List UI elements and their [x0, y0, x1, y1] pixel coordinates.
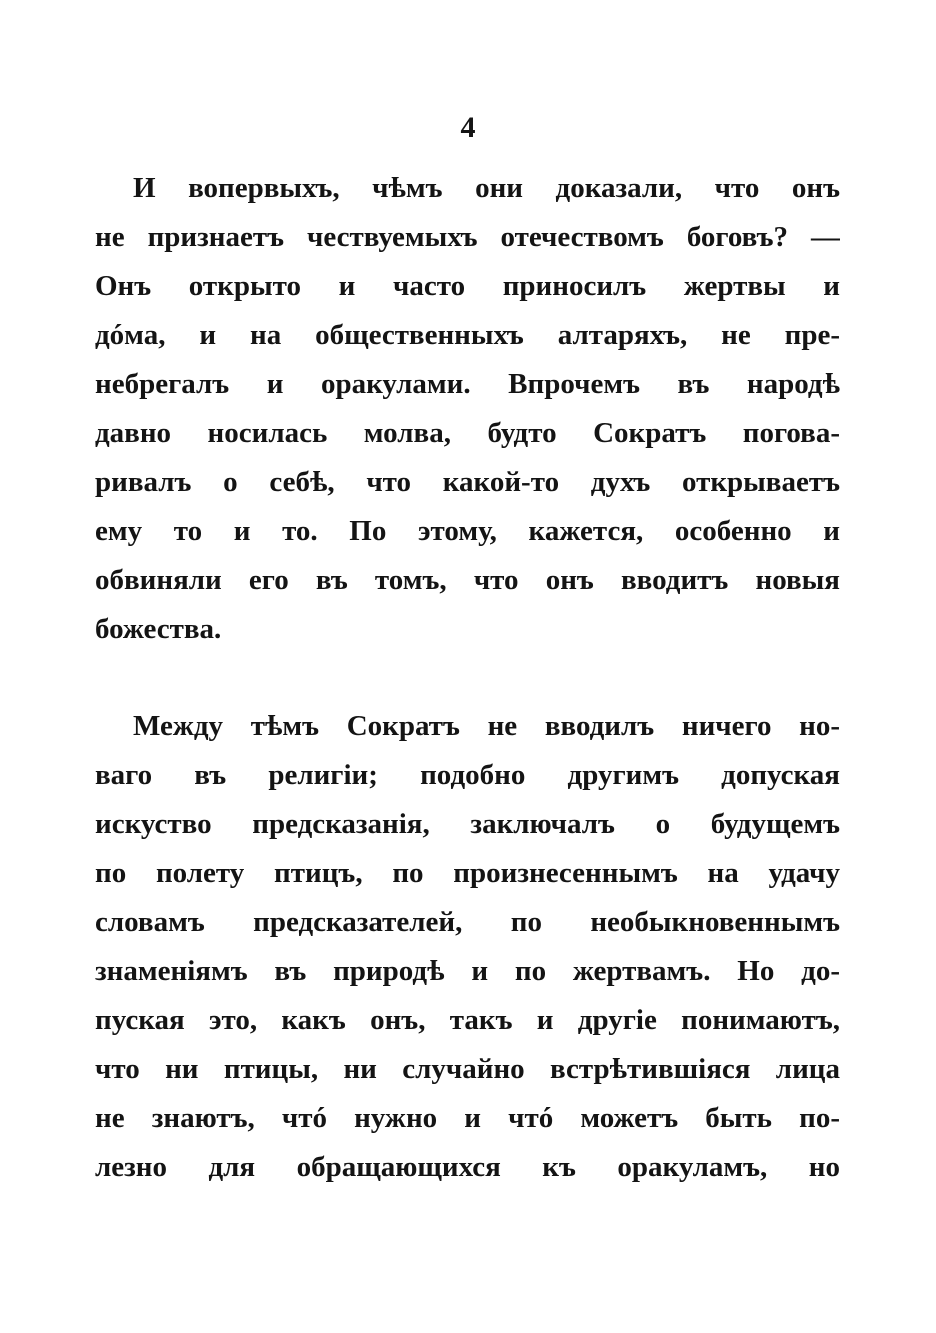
text-line: дóма, и на общественныхъ алтаряхъ, не пре- — [95, 319, 840, 351]
text-line: знаменіямъ въ природѣ и по жертвамъ. Но до- — [95, 955, 840, 987]
text-line: не знаютъ, чтó нужно и чтó можетъ быть по- — [95, 1102, 840, 1134]
text-line: ваго въ религіи; подобно другимъ допуская — [95, 759, 840, 791]
text-line: И вопервыхъ, чѣмъ они доказали, что онъ — [133, 172, 840, 204]
text-line: не признаетъ чествуемыхъ отечествомъ боговъ? — — [95, 221, 840, 253]
text-line: божества. — [95, 613, 222, 645]
text-line: обвиняли его въ томъ, что онъ вводитъ новыя — [95, 564, 840, 596]
text-line: Онъ открыто и часто приносилъ жертвы и — [95, 270, 840, 302]
text-line: искуство предсказанія, заключалъ о будущемъ — [95, 808, 840, 840]
text-line: по полету птицъ, по произнесеннымъ на удачу — [95, 857, 840, 889]
text-line: словамъ предсказателей, по необыкновеннымъ — [95, 906, 840, 938]
text-line: ривалъ о себѣ, что какой-то духъ открываетъ — [95, 466, 840, 498]
text-line: лезно для обращающихся къ оракуламъ, но — [95, 1151, 840, 1183]
text-line: ему то и то. По этому, кажется, особенно и — [95, 515, 840, 547]
paragraph-2 — [95, 702, 840, 1192]
paragraph-1 — [95, 164, 840, 654]
page-number: 4 — [460, 111, 476, 144]
text-line: небрегалъ и оракулами. Впрочемъ въ народѣ — [95, 368, 840, 400]
text-line: Между тѣмъ Сократъ не вводилъ ничего но- — [133, 710, 840, 742]
text-line: пуская это, какъ онъ, такъ и другіе понимаютъ, — [95, 1004, 840, 1036]
text-line: давно носилась молва, будто Сократъ погова- — [95, 417, 840, 449]
text-line: что ни птицы, ни случайно встрѣтившіяся лица — [95, 1053, 840, 1085]
